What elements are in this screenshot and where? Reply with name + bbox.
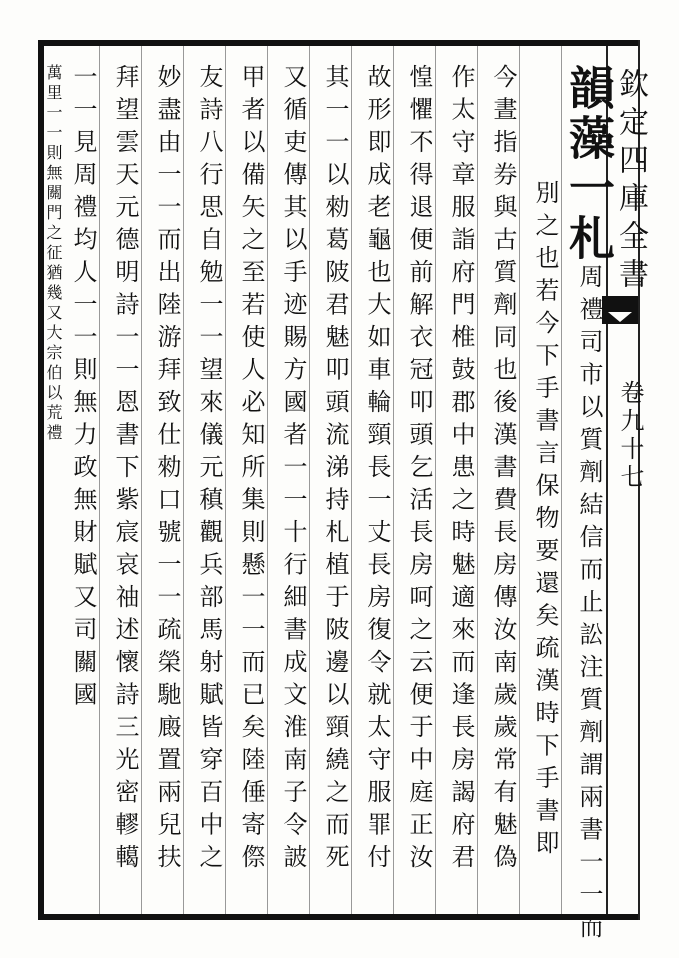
- entry-commentary-2: 別之也若今下手書言保物要還矣疏漢時下手書即: [531, 180, 559, 863]
- text-column-3: 作太守章服詣府門椎鼓郡中患之時魅適來而逢長房謁府君: [447, 64, 475, 877]
- column-rule: [225, 46, 226, 914]
- column-12-commentary: 周禮均人一一則無力政無財賦又司關國: [69, 161, 97, 714]
- column-rule: [435, 46, 436, 914]
- text-column-7: 又循吏傳其以手迹賜方國者一一十行細書成文淮南子令詖: [279, 64, 307, 877]
- volume-number: 卷九十七: [616, 380, 644, 492]
- column-rule: [477, 46, 478, 914]
- text-column-5: 故形即成老龜也大如車輪頸長一丈長房復令就太守服罪付: [363, 64, 391, 877]
- text-column-2: 今晝指券與古質劑同也後漢書費長房傳汝南歲歲常有魅偽: [489, 64, 517, 877]
- column-rule: [141, 46, 142, 914]
- column-12-lead: 一一見: [69, 64, 97, 162]
- text-column-6: 其一一以勑葛陂君魅叩頭流涕持札植于陂邊以頸繞之而死: [321, 64, 349, 877]
- column-rule: [393, 46, 394, 914]
- entry-heading: 韻藻一札: [562, 64, 616, 264]
- fish-tail-mark-icon: [600, 292, 640, 328]
- text-column-10: 妙盡由一一而出陸游拜致仕勑口號一一疏榮馳廄置兩兒扶: [153, 64, 181, 877]
- entry-commentary: 周禮司市以質劑結信而止訟注質劑謂兩書一一而: [575, 264, 603, 947]
- text-column-9: 友詩八行思自勉一一望來儀元稹觀兵部馬射賦皆穿百中之: [195, 64, 223, 877]
- column-13-commentary: 一一則無關門之征猶幾又大宗伯以荒禮: [44, 104, 63, 444]
- entry-column-1b: [524, 180, 560, 912]
- text-column-12: [62, 64, 98, 912]
- column-rule: [99, 46, 100, 914]
- column-rule: [519, 46, 520, 914]
- text-column-13: [44, 64, 62, 912]
- column-rule: [183, 46, 184, 914]
- column-rule: [351, 46, 352, 914]
- text-column-4: 惶懼不得退便前解衣冠叩頭乞活長房呵之云便于中庭正汝: [405, 64, 433, 877]
- book-title: 欽定四庫全書: [613, 68, 648, 296]
- text-column-11: 拜望雲天元德明詩一一恩書下紫宸哀䄂述懷詩三光密轇轕: [111, 64, 139, 877]
- text-column-8: 甲者以備矢之至若使人必知所集則懸一一而已矣陸倕寄傺: [237, 64, 265, 877]
- column-rule: [309, 46, 310, 914]
- entry-column-1: [562, 64, 616, 947]
- column-13-lead: 萬里: [44, 64, 63, 104]
- column-rule: [267, 46, 268, 914]
